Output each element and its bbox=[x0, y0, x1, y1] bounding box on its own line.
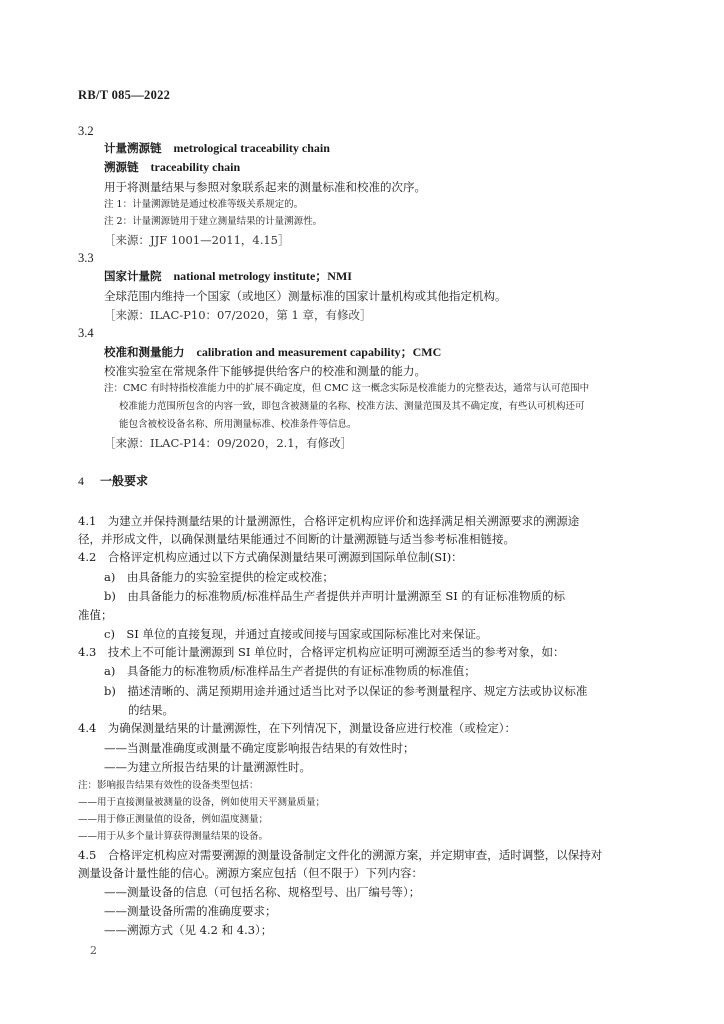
term-en: metrological traceability chain bbox=[173, 141, 330, 155]
term-cn: 校准和测量能力 bbox=[104, 345, 185, 359]
list-item: a) 具备能力的标准物质/标准样品生产者提供的有证标准物质的标准值； bbox=[104, 664, 476, 678]
term-alt-heading bbox=[104, 160, 240, 174]
term-heading bbox=[104, 141, 330, 155]
term-en: calibration and measurement capability；CMC bbox=[196, 345, 442, 359]
note-line: ——用于从多个量计算获得测量结果的设备。 bbox=[78, 831, 269, 842]
dash-item: ——测量设备所需的准确度要求； bbox=[104, 904, 277, 918]
clause-number: 3.4 bbox=[78, 326, 94, 340]
paragraph-line: 4.5 合格评定机构应对需要溯源的测量设备制定文件化的溯源方案，并定期审查，适时调整，以保持对 bbox=[78, 848, 603, 862]
note-line: 注：影响报告结果有效性的设备类型包括： bbox=[78, 780, 259, 791]
section-number: 4 bbox=[78, 474, 84, 488]
paragraph-line: 4.1 为建立并保持测量结果的计量溯源性，合格评定机构应评价和选择满足相关溯源要求的溯源途 bbox=[78, 514, 580, 528]
section-title: 一般要求 bbox=[100, 474, 149, 488]
paragraph-line: 径，并形成文件，以确保测量结果能通过不间断的计量溯源链与适当参考标准相链接。 bbox=[78, 532, 515, 546]
note-line: ——用于修正测量值的设备，例如温度测量； bbox=[78, 814, 269, 825]
list-item: b) 由具备能力的标准物质/标准样品生产者提供并声明计量溯源至 SI 的有证标准物质的标 bbox=[104, 589, 565, 603]
list-item: c) SI 单位的直接复现，并通过直接或间接与国家或国际标准比对来保证。 bbox=[104, 627, 488, 641]
list-item-continuation: 准值； bbox=[78, 608, 113, 622]
document-header: RB/T 085—2022 bbox=[78, 88, 171, 102]
term-heading bbox=[104, 269, 352, 283]
paragraph-line: 测量设备计量性能的信心。溯源方案应包括（但不限于）下列内容： bbox=[78, 866, 423, 880]
term-heading bbox=[104, 345, 441, 359]
term-alt-en: traceability chain bbox=[150, 160, 241, 174]
definition: 校准实验室在常规条件下能够提供给客户的校准和测量的能力。 bbox=[104, 364, 426, 378]
list-item: a) 由具备能力的实验室提供的检定或校准； bbox=[104, 570, 334, 584]
source-citation: ［来源：ILAC-P10：07/2020，第 1 章，有修改］ bbox=[104, 308, 372, 322]
note-line: ——用于直接测量被测量的设备，例如使用天平测量质量； bbox=[78, 797, 326, 808]
section-heading bbox=[78, 472, 148, 489]
dash-item: ——当测量准确度或测量不确定度影响报告结果的有效性时； bbox=[104, 741, 415, 755]
list-item-continuation: 的结果。 bbox=[128, 703, 174, 717]
note-line: 能包含被校设备名称、所用测量标准、校准条件等信息。 bbox=[119, 419, 357, 430]
term-cn: 国家计量院 bbox=[104, 269, 162, 283]
definition: 用于将测量结果与参照对象联系起来的测量标准和校准的次序。 bbox=[104, 180, 426, 194]
term-cn: 计量溯源链 bbox=[104, 141, 162, 155]
dash-item: ——为建立所报告结果的计量溯源性时。 bbox=[104, 760, 311, 774]
note-line: 校准能力范围所包含的内容一致，即包含被测量的名称、校准方法、测量范围及其不确定度，有些认可机构还可 bbox=[119, 401, 585, 412]
list-item: b) 描述清晰的、满足预期用途并通过适当比对予以保证的参考测量程序、规定方法或协议标准 bbox=[104, 684, 588, 698]
dash-item: ——溯源方式（见 4.2 和 4.3）； bbox=[104, 923, 273, 937]
clause-number: 3.2 bbox=[78, 124, 94, 138]
paragraph-line: 4.2 合格评定机构应通过以下方式确保测量结果可溯源到国际单位制(SI)： bbox=[78, 550, 463, 564]
term-en: national metrology institute；NMI bbox=[173, 269, 352, 283]
note: 注 1：计量溯源链是通过校准等级关系规定的。 bbox=[104, 199, 304, 210]
dash-item: ——测量设备的信息（可包括名称、规格型号、出厂编号等）； bbox=[104, 885, 421, 899]
source-citation: ［来源：JJF 1001—2011，4.15］ bbox=[104, 233, 290, 247]
paragraph-line: 4.3 技术上不可能计量溯源到 SI 单位时，合格评定机构应证明可溯源至适当的参考对象，如： bbox=[78, 645, 565, 659]
clause-number: 3.3 bbox=[78, 251, 94, 265]
term-alt-cn: 溯源链 bbox=[104, 160, 139, 174]
note: 注 2：计量溯源链用于建立测量结果的计量溯源性。 bbox=[104, 216, 323, 227]
note-line: 注：CMC 有时特指校准能力中的扩展不确定度，但 CMC 这一概念实际是校准能力的完整表达，通常与认可范围中 bbox=[104, 383, 590, 394]
definition: 全球范围内维持一个国家（或地区）测量标准的国家计量机构或其他指定机构。 bbox=[104, 289, 507, 303]
page-number: 2 bbox=[90, 944, 97, 957]
paragraph-line: 4.4 为确保测量结果的计量溯源性，在下列情况下，测量设备应进行校准（或检定）： bbox=[78, 721, 517, 735]
source-citation: ［来源：ILAC-P14：09/2020，2.1，有修改］ bbox=[104, 436, 353, 450]
